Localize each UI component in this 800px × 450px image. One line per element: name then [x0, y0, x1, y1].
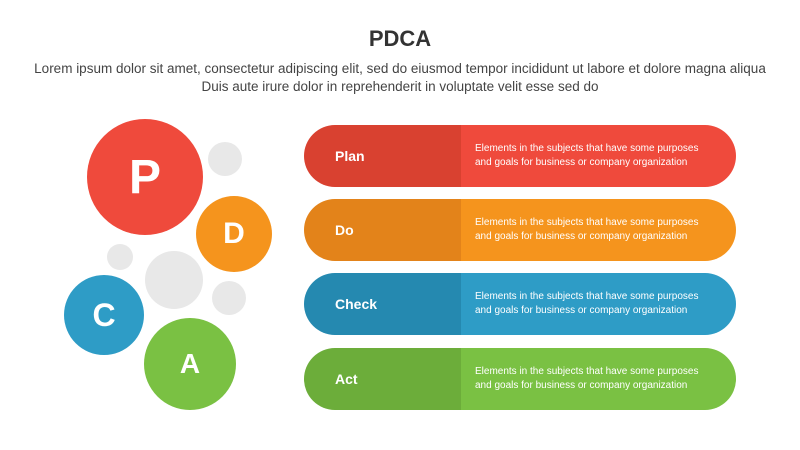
stage-act-label: Act [304, 348, 461, 410]
circle-p-letter: P [128, 150, 161, 204]
stage-plan [304, 125, 736, 187]
circle-d-letter: D [223, 217, 245, 250]
page-subtitle: Lorem ipsum dolor sit amet, consectetur adipiscing elit, sed do eiusmod tempor incididunt ut labore et dolore magna aliqua Duis aute irure dolor in reprehenderit in voluptate velit esse sed do [34, 61, 766, 94]
decorative-bubble [208, 142, 242, 176]
stage-plan-label: Plan [304, 125, 461, 187]
circle-c-letter: C [92, 296, 116, 333]
decorative-bubble [145, 251, 203, 309]
stage-check-description: Elements in the subjects that have some purposes and goals for business or company organization [461, 273, 736, 335]
stage-do-description: Elements in the subjects that have some purposes and goals for business or company organization [461, 199, 736, 261]
decorative-bubble [212, 281, 246, 315]
circle-p [87, 119, 203, 235]
decorative-bubble [107, 244, 133, 270]
stage-plan-description: Elements in the subjects that have some purposes and goals for business or company organization [461, 125, 736, 187]
stage-do-label: Do [304, 199, 461, 261]
stage-do [304, 199, 736, 261]
circle-d [196, 196, 272, 272]
circle-a-letter: A [179, 348, 201, 379]
stage-act [304, 348, 736, 410]
circle-a [144, 318, 236, 410]
page-title: PDCA [368, 26, 432, 51]
circle-c [64, 275, 144, 355]
stage-check-label: Check [304, 273, 461, 335]
stage-act-description: Elements in the subjects that have some purposes and goals for business or company organization [461, 348, 736, 410]
stage-check [304, 273, 736, 335]
